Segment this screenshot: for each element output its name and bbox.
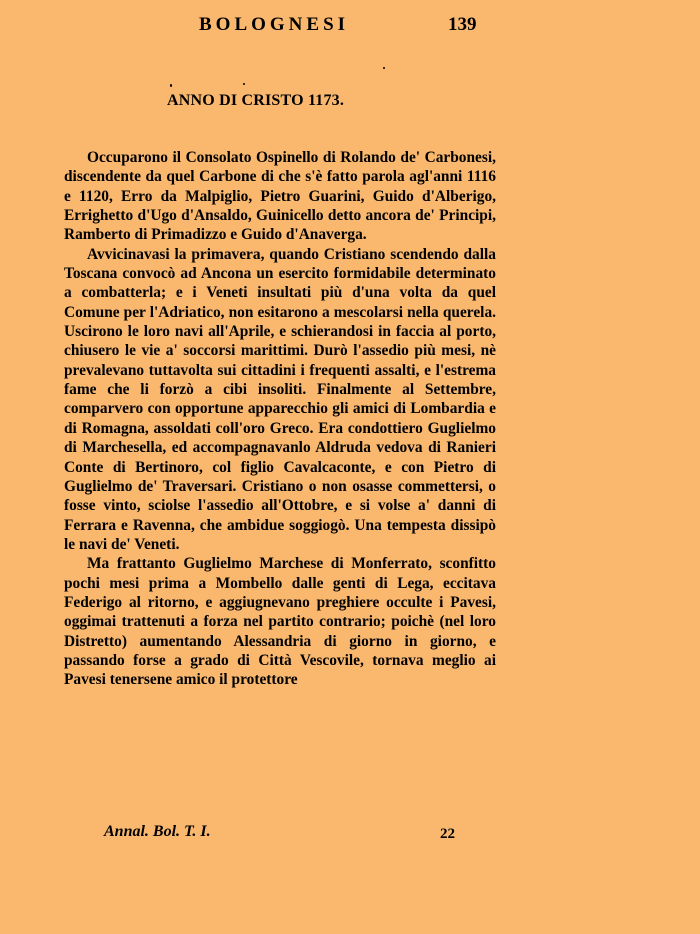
paragraph-siege-ancona: Avvicinavasi la primavera, quando Cristiano scendendo dalla Toscana convocò ad Ancona un esercito formidabile determinato a combatterla; e i Veneti insultati più d'una volta da quel Comune per l'Adriatico, non esitarono a mescolarsi nella querela. Uscirono le loro navi all'Aprile, e schierandosi in faccia al porto, chiusero le vie a' soccorsi marittimi. Durò l'assedio più mesi, nè prevalevano tuttavolta sui cittadini i frequenti assalti, e l'estrema fame che li forzò a cibi insoliti. Finalmente al Settembre, comparvero con opportune apparecchio gli amici di Lombardia e di Romagna, assoldati coll'oro Greco. Era condottiero Guglielmo di Marchesella, ed accompagnavanlo Aldruda vedova di Ranieri Conte di Bertinoro, col figlio Cavalcaconte, e con Pietro di Guglielmo de' Traversari. Cristiano o non osasse commettersi, o fosse vinto, sciolse l'assedio all'Ottobre, e si volse a' danni di Ferrara e Ravenna, che ambidue soggiogò. Una tempesta dissipò le navi de' Veneti.: [64, 245, 496, 553]
paragraph-monferrato: Ma frattanto Guglielmo Marchese di Monferrato, sconfitto pochi mesi prima a Mombello dalle genti di Lega, eccitava Federigo al ritorno, e aggiugnevano preghiere occulte i Pavesi, oggimai trattenuti a forza nel partito contrario; poichè (nel loro Distretto) aumentando Alessandria di giorno in giorno, e passando forse a grado di Città Vescovile, tornava meglio ai Pavesi tenersene amico il protettore: [64, 555, 496, 689]
section-heading: ANNO DI CRISTO 1173.: [167, 92, 345, 109]
signature-mark: Annal. Bol. T. I.: [104, 823, 211, 840]
scan-speck: [383, 67, 385, 69]
signature-number: 22: [440, 826, 455, 842]
page-number: 139: [448, 14, 477, 35]
scan-speck: [243, 83, 245, 85]
running-head-title: BOLOGNESI: [199, 14, 350, 35]
scan-speck: [170, 84, 172, 87]
paragraph-consuls: Occuparono il Consolato Ospinello di Rolando de' Carbonesi, discendente da quel Carbone di che s'è fatto parola agl'anni 1116 e 1120, Erro da Malpiglio, Pietro Guarini, Guido d'Alberigo, Errighetto d'Ugo d'Ansaldo, Guinicello detto ancora de' Principi, Ramberto di Primadizzo e Guido d'Anaverga.: [64, 149, 496, 244]
body-text: [64, 148, 496, 690]
